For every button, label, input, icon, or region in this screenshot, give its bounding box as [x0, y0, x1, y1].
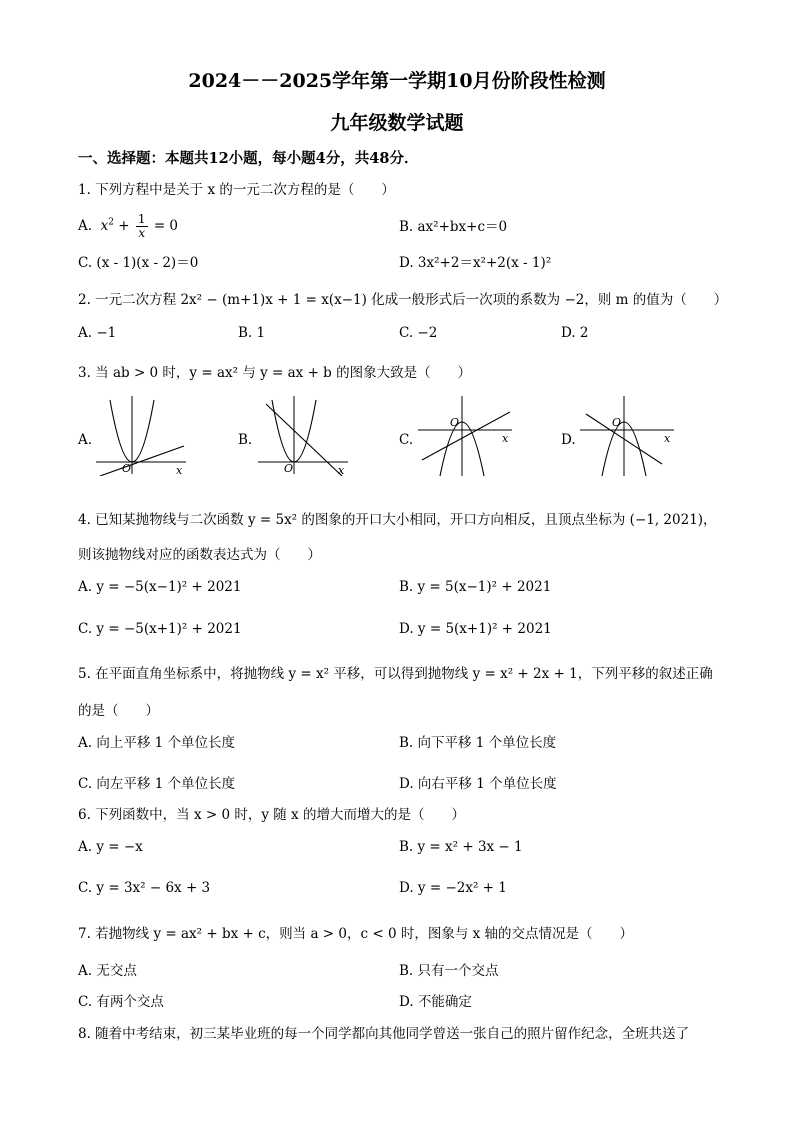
question-6-option-a: A. y = −x: [78, 839, 143, 855]
question-2-option-a: A. −1: [78, 325, 117, 341]
question-1-option-d: D. 3x²+2＝x²+2(x - 1)²: [399, 255, 552, 271]
question-7-option-b: B. 只有一个交点: [399, 963, 499, 979]
graph-a: [96, 396, 192, 476]
question-5-stem-line2: 的是（ ）: [78, 703, 159, 719]
question-4-option-a: A. y = −5(x−1)² + 2021: [78, 579, 242, 595]
question-3-option-b: B.: [238, 432, 253, 448]
x-axis-label: x: [176, 464, 183, 476]
graph-c: [418, 396, 518, 476]
question-2-option-b: B. 1: [238, 325, 266, 341]
page-subtitle: 九年级数学试题: [330, 112, 464, 134]
origin-label: O: [122, 462, 132, 475]
question-7-stem: 7. 若抛物线 y = ax² + bx + c，则当 a > 0，c < 0 时，图象与 x 轴的交点情况是（ ）: [78, 926, 634, 942]
question-1-option-a: A. $x^2$ + $\frac{1}{x}$ = 0: [78, 212, 179, 240]
x-axis-label: x: [338, 464, 345, 476]
x-axis-label: x: [664, 432, 671, 445]
question-2-option-d: D. 2: [561, 325, 589, 341]
question-6-option-b: B. y = x² + 3x − 1: [399, 839, 523, 855]
question-4-stem: 4. 已知某抛物线与二次函数 y = 5x² 的图象的开口大小相同，开口方向相反，且顶点坐标为 (−1, 2021)，: [78, 512, 717, 528]
question-3-option-d: D.: [561, 432, 576, 448]
question-5-option-d: D. 向右平移 1 个单位长度: [399, 776, 557, 792]
x-axis-label: x: [502, 432, 509, 445]
question-2-option-c: C. −2: [399, 325, 438, 341]
question-5-option-c: C. 向左平移 1 个单位长度: [78, 776, 236, 792]
question-6-stem: 6. 下列函数中，当 x > 0 时，y 随 x 的增大而增大的是（ ）: [78, 807, 465, 823]
question-4-stem-line2: 则该抛物线对应的函数表达式为（ ）: [78, 547, 321, 563]
question-1-option-c: C. (x - 1)(x - 2)＝0: [78, 255, 199, 271]
question-7-option-a: A. 无交点: [78, 963, 137, 979]
question-2-stem: 2. 一元二次方程 2x² − (m+1)x + 1 = x(x−1) 化成一般形式后一次项的系数为 −2，则 m 的值为（ ）: [78, 292, 728, 308]
origin-label: O: [450, 416, 460, 429]
question-7-option-d: D. 不能确定: [399, 994, 472, 1010]
question-5-stem: 5. 在平面直角坐标系中，将抛物线 y = x² 平移，可以得到抛物线 y = x² + 2x + 1，下列平移的叙述正确: [78, 666, 713, 682]
question-8-stem: 8. 随着中考结束，初三某毕业班的每一个同学都向其他同学曾送一张自己的照片留作纪念，全班共送了: [78, 1026, 690, 1042]
graph-d: [580, 396, 680, 476]
question-5-option-b: B. 向下平移 1 个单位长度: [399, 735, 557, 751]
question-4-option-d: D. y = 5(x+1)² + 2021: [399, 621, 552, 637]
question-3-stem: 3. 当 ab > 0 时，y = ax² 与 y = ax + b 的图象大致是（ ）: [78, 365, 472, 381]
question-3-option-c: C.: [399, 432, 414, 448]
question-4-option-c: C. y = −5(x+1)² + 2021: [78, 621, 242, 637]
section-heading: 一、选择题：本题共12小题，每小题4分，共48分．: [78, 150, 419, 167]
graph-b: [258, 396, 354, 476]
question-4-option-b: B. y = 5(x−1)² + 2021: [399, 579, 552, 595]
question-3-option-a: A.: [78, 432, 93, 448]
question-6-option-c: C. y = 3x² − 6x + 3: [78, 880, 211, 896]
question-7-option-c: C. 有两个交点: [78, 994, 164, 1010]
question-5-option-a: A. 向上平移 1 个单位长度: [78, 735, 236, 751]
question-1-stem: 1. 下列方程中是关于 x 的一元二次方程的是（ ）: [78, 182, 395, 198]
question-1-option-b: B. ax²+bx+c＝0: [399, 219, 508, 235]
question-6-option-d: D. y = −2x² + 1: [399, 880, 507, 896]
origin-label: O: [612, 416, 622, 429]
origin-label: O: [284, 462, 294, 475]
page-title: 2024－－2025学年第一学期10月份阶段性检测: [188, 70, 606, 92]
